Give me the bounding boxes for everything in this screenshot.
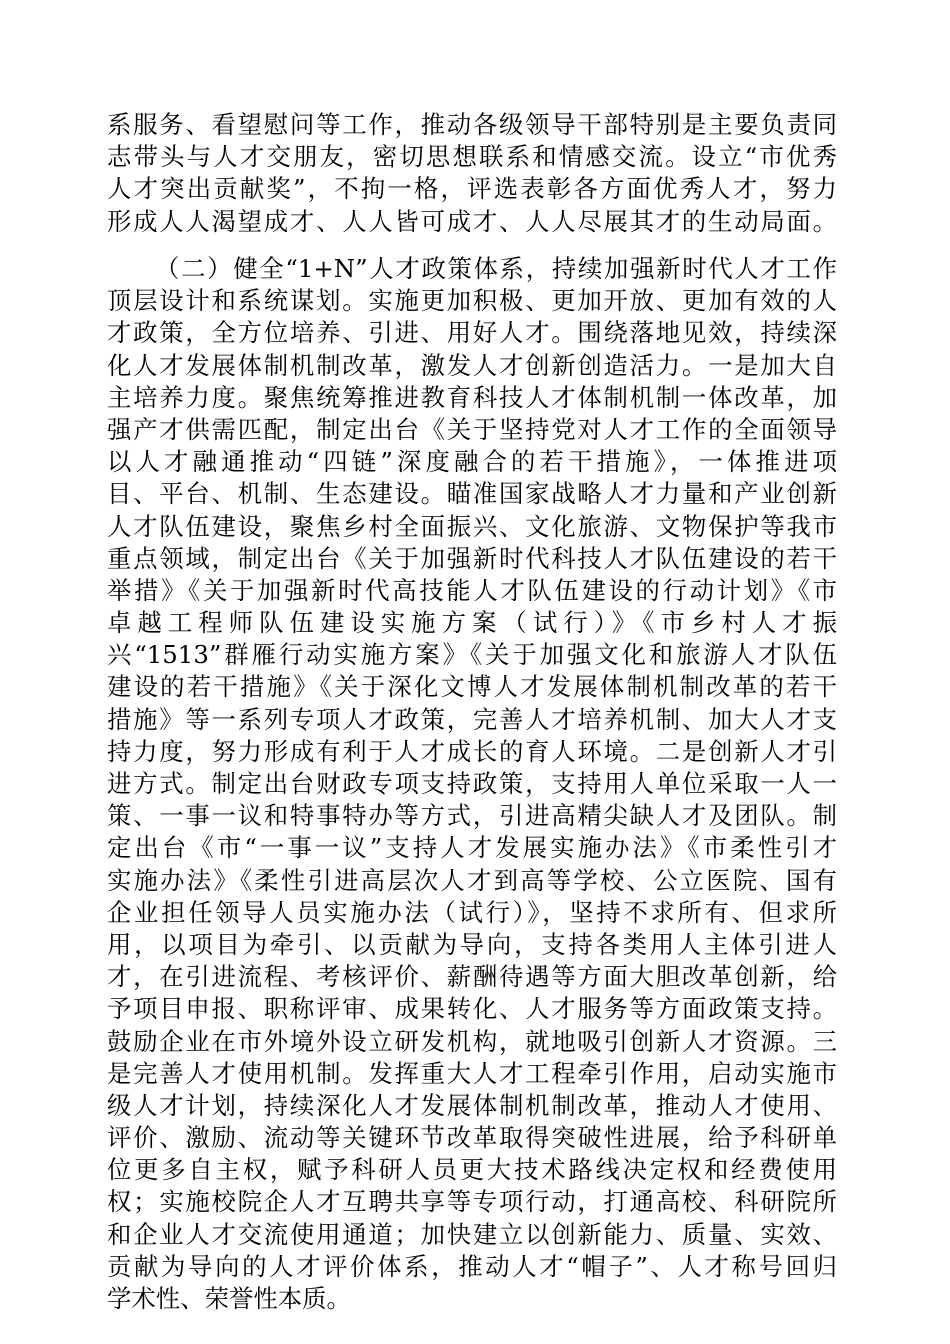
paragraph-line: 系服务、看望慰问等工作，推动各级领导干部特别是主要负责同 — [107, 110, 837, 139]
paragraph-line: 举措》《关于加强新时代高技能人才队伍建设的行动计划》《市 — [107, 575, 837, 605]
paragraph-line: 志带头与人才交朋友，密切思想联系和情感交流。设立“市优秀 — [107, 142, 837, 172]
paragraph-line: 兴“1513”群雁行动实施方案》《关于加强文化和旅游人才队伍 — [107, 640, 837, 670]
paragraph-line: 予项目申报、职称评审、成果转化、人才服务等方面政策支持。 — [107, 994, 837, 1024]
paragraph-line: 位更多自主权，赋予科研人员更大技术路线决定权和经费使用 — [107, 1155, 837, 1185]
paragraph-line: 鼓励企业在市外境外设立研发机构，就地吸引创新人才资源。三 — [107, 1026, 837, 1056]
paragraph-line: 形成人人渴望成才、人人皆可成才、人人尽展其才的生动局面。 — [107, 206, 837, 236]
paragraph-line: 才政策，全方位培养、引进、用好人才。围绕落地见效，持续深 — [107, 318, 837, 348]
paragraph-line: 学术性、荣誉性本质。 — [107, 1284, 351, 1313]
paragraph-line: 实施办法》《柔性引进高层次人才到高等学校、公立医院、国有 — [107, 865, 837, 895]
paragraph-line: 重点领域，制定出台《关于加强新时代科技人才队伍建设的若干 — [107, 543, 837, 573]
paragraph-2 — [107, 253, 837, 1315]
paragraph-line: 强产才供需匹配，制定出台《关于坚持党对人才工作的全面领导 — [107, 414, 837, 444]
paragraph-line: 权；实施校院企人才互聘共享等专项行动，打通高校、科研院所 — [107, 1187, 837, 1217]
paragraph-line: 以人才融通推动“四链”深度融合的若干措施》，一体推进项 — [107, 447, 837, 477]
paragraph-1 — [107, 109, 837, 238]
paragraph-line: 卓越工程师队伍建设实施方案（试行）》《市乡村人才振 — [107, 608, 837, 638]
paragraph-line: 目、平台、机制、生态建设。瞄准国家战略人才力量和产业创新 — [107, 479, 837, 509]
paragraph-line: 贡献为导向的人才评价体系，推动人才“帽子”、人才称号回归 — [107, 1251, 837, 1281]
paragraph-line: 企业担任领导人员实施办法（试行）》，坚持不求所有、但求所 — [107, 897, 837, 927]
paragraph-line: 和企业人才交流使用通道；加快建立以创新能力、质量、实效、 — [107, 1219, 837, 1249]
paragraph-line: 级人才计划，持续深化人才发展体制机制改革，推动人才使用、 — [107, 1090, 837, 1120]
paragraph-line: 建设的若干措施》《关于深化文博人才发展体制机制改革的若干 — [107, 672, 837, 702]
paragraph-line: 定出台《市“一事一议”支持人才发展实施办法》《市柔性引才 — [107, 833, 837, 863]
paragraph-line: 人才队伍建设，聚焦乡村全面振兴、文化旅游、文物保护等我市 — [107, 511, 837, 541]
paragraph-line: 用，以项目为牵引、以贡献为导向，支持各类用人主体引进人 — [107, 929, 837, 959]
paragraph-line: 主培养力度。聚焦统筹推进教育科技人才体制机制一体改革，加 — [107, 382, 837, 412]
paragraph-line: 措施》等一系列专项人才政策，完善人才培养机制、加大人才支 — [107, 704, 837, 734]
paragraph-line: 化人才发展体制机制改革，激发人才创新创造活力。一是加大自 — [107, 350, 837, 380]
paragraph-line: 才，在引进流程、考核评价、薪酬待遇等方面大胆改革创新，给 — [107, 962, 837, 992]
paragraph-line: 顶层设计和系统谋划。实施更加积极、更加开放、更加有效的人 — [107, 286, 837, 316]
paragraph-line: 策、一事一议和特事特办等方式，引进高精尖缺人才及团队。制 — [107, 801, 837, 831]
paragraph-line: （二）健全“1+N”人才政策体系，持续加强新时代人才工作 — [155, 254, 837, 283]
paragraph-line: 评价、激励、流动等关键环节改革取得突破性进展，给予科研单 — [107, 1123, 837, 1153]
paragraph-line: 人才突出贡献奖”，不拘一格，评选表彰各方面优秀人才，努力 — [107, 174, 837, 204]
paragraph-line: 是完善人才使用机制。发挥重大人才工程牵引作用，启动实施市 — [107, 1058, 837, 1088]
paragraph-line: 持力度，努力形成有利于人才成长的育人环境。二是创新人才引 — [107, 736, 837, 766]
paragraph-line: 进方式。制定出台财政专项支持政策，支持用人单位采取一人一 — [107, 769, 837, 798]
